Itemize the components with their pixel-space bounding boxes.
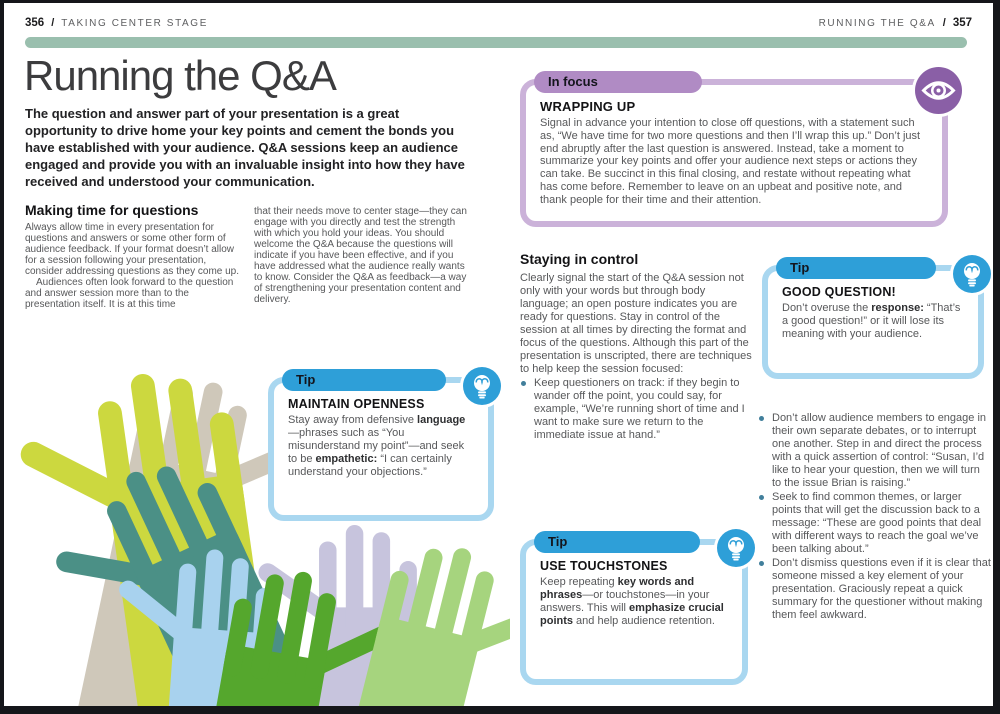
running-header-left xyxy=(25,17,208,29)
text-column-2 xyxy=(254,206,474,305)
tip-heading: GOOD QUESTION! xyxy=(782,285,896,299)
page-number-left: 356 xyxy=(25,17,45,29)
bullet-dot-icon xyxy=(759,416,764,421)
staying-in-control-column xyxy=(520,252,752,442)
tip-text-bold: response: xyxy=(871,302,924,314)
page-number-right: 357 xyxy=(952,17,972,29)
bullet-item xyxy=(758,491,992,556)
header-separator: / xyxy=(51,17,55,29)
section-title-left: TAKING CENTER STAGE xyxy=(61,18,208,29)
in-focus-heading: WRAPPING UP xyxy=(540,99,636,114)
tip-text-bold: empathetic: xyxy=(315,453,378,465)
in-focus-body: Signal in advance your intention to close off questions, with a statement such as, “We have time for two more questions and then I’ll wrap this up.” Don’t just end abruptly after the last question is answered. Instead, take a moment to summarize your key points and offer your audience next steps or actions they can take. Be succinct in this final closing, and restate without repeating what has come before. Remember to leave on an upbeat and positive note, and thank people for their time and their attention. xyxy=(540,117,921,206)
tip-pill xyxy=(534,531,700,553)
lightbulb-icon xyxy=(717,529,755,567)
tip-body xyxy=(540,576,726,628)
bullet-dot-icon xyxy=(759,561,764,566)
tip-text: Don’t overuse the xyxy=(782,302,872,314)
lightbulb-icon xyxy=(953,255,991,293)
bullet-text: Don’t dismiss questions even if it is clear that someone missed a key element of your presentation. Graciously repeat a quick summary for the questioner without making them feel awkward. xyxy=(772,557,991,621)
tip-heading: USE TOUCHSTONES xyxy=(540,559,668,573)
paragraph: Always allow time in every presentation for questions and answers or some other form of audience feedback. If your format doesn’t allow for a session following your presentation, consider addressing questions as they come up. xyxy=(25,222,240,277)
tip-text-bold: language xyxy=(417,414,466,426)
qa-advice-bullet-list xyxy=(758,411,992,622)
header-rule xyxy=(25,37,967,48)
tip-text-bold: emphasize crucial points xyxy=(540,602,724,627)
page-title: Running the Q&A xyxy=(24,52,336,99)
bullet-text: Keep questioners on track: if they begin to wander off the point, you could say, for example, “We’re running short of time and I want to make sure we return to the immediate issue at hand.” xyxy=(534,377,745,442)
tip-body xyxy=(288,414,472,479)
book-spread xyxy=(4,3,993,706)
paragraph: that their needs move to center stage—they can engage with you directly and test the strength with which you hold your ideas. You should welcome the Q&A because the questions will indicate if you have been effective, and if you have addressed what the audience really wants to know. Consider the Q&A as feedback—a way of strengthening your presentation content and delivery. xyxy=(254,206,467,305)
header-separator: / xyxy=(942,17,946,29)
tip-text: and help audience retention. xyxy=(573,615,715,627)
tip-box-use-touchstones xyxy=(520,534,748,685)
tip-pill-label: Tip xyxy=(296,372,316,387)
tip-text: Stay away from defensive xyxy=(288,414,418,426)
bullet-item xyxy=(520,377,752,442)
section-heading-staying: Staying in control xyxy=(520,251,639,267)
bullet-item xyxy=(758,412,992,490)
tip-box-maintain-openness xyxy=(268,372,494,521)
tip-text: “That’s a good question!” or it will lose its meaning with your audience. xyxy=(782,302,961,340)
section-title-right: RUNNING THE Q&A xyxy=(818,18,936,29)
running-header-right xyxy=(819,17,972,29)
tip-text: —or touchstones—in your answers. This will xyxy=(540,589,710,614)
tip-pill-label: Tip xyxy=(790,260,810,275)
eye-icon xyxy=(915,67,962,114)
bullet-text: Don’t allow audience members to engage in their own separate debates, or to interrupt one another. Step in and direct the process with a quick assertion of control: “Susan, I’d like to hear your question, then we will turn to the issue Brian is raising.” xyxy=(772,412,987,489)
bullet-item xyxy=(758,557,992,622)
tip-pill xyxy=(282,369,446,391)
tip-text: “I can certainly understand your objections.” xyxy=(288,453,452,478)
lightbulb-icon xyxy=(463,367,501,405)
tip-text-bold: key words and phrases xyxy=(540,576,695,601)
tip-box-good-question xyxy=(762,260,984,379)
control-bullet-list xyxy=(520,377,752,442)
tip-text: Keep repeating xyxy=(540,576,618,588)
bullet-text: Seek to find common themes, or larger points that will get the discussion back to a message: “These are good points that deal with different ways to reach the goal we’ve been talking about.” xyxy=(772,491,982,555)
bullet-dot-icon xyxy=(759,495,764,500)
in-focus-box xyxy=(520,74,948,227)
tip-text: —phrases such as “You misunderstand my point”—and seek to be xyxy=(288,427,465,465)
paragraph: Audiences often look forward to the question and answer session more than to the presentation itself. It is at this time xyxy=(25,277,234,310)
tip-pill-label: Tip xyxy=(548,534,568,549)
tip-body xyxy=(782,302,962,341)
in-focus-pill-label: In focus xyxy=(548,74,598,89)
tip-pill xyxy=(776,257,936,279)
tip-heading: MAINTAIN OPENNESS xyxy=(288,397,425,411)
section-heading-making-time: Making time for questions xyxy=(25,202,199,218)
intro-paragraph: The question and answer part of your presentation is a great opportunity to drive home your key points and cement the bonds you have established with your audience. Q&A sessions keep an audience engaged and provide you with an invaluable insight into how they have received and understood your communication. xyxy=(25,106,465,189)
bullet-dot-icon xyxy=(521,381,526,386)
paragraph: Clearly signal the start of the Q&A session not only with your words but through body language; an open posture indicates you are ready for questions. Stay in control of the session at all times by directing the format and focus of the questions. Although this part of the presentation is unscripted, there are techniques to help keep the session focused: xyxy=(520,272,752,376)
in-focus-pill xyxy=(534,71,702,93)
text-column-1 xyxy=(25,222,239,310)
